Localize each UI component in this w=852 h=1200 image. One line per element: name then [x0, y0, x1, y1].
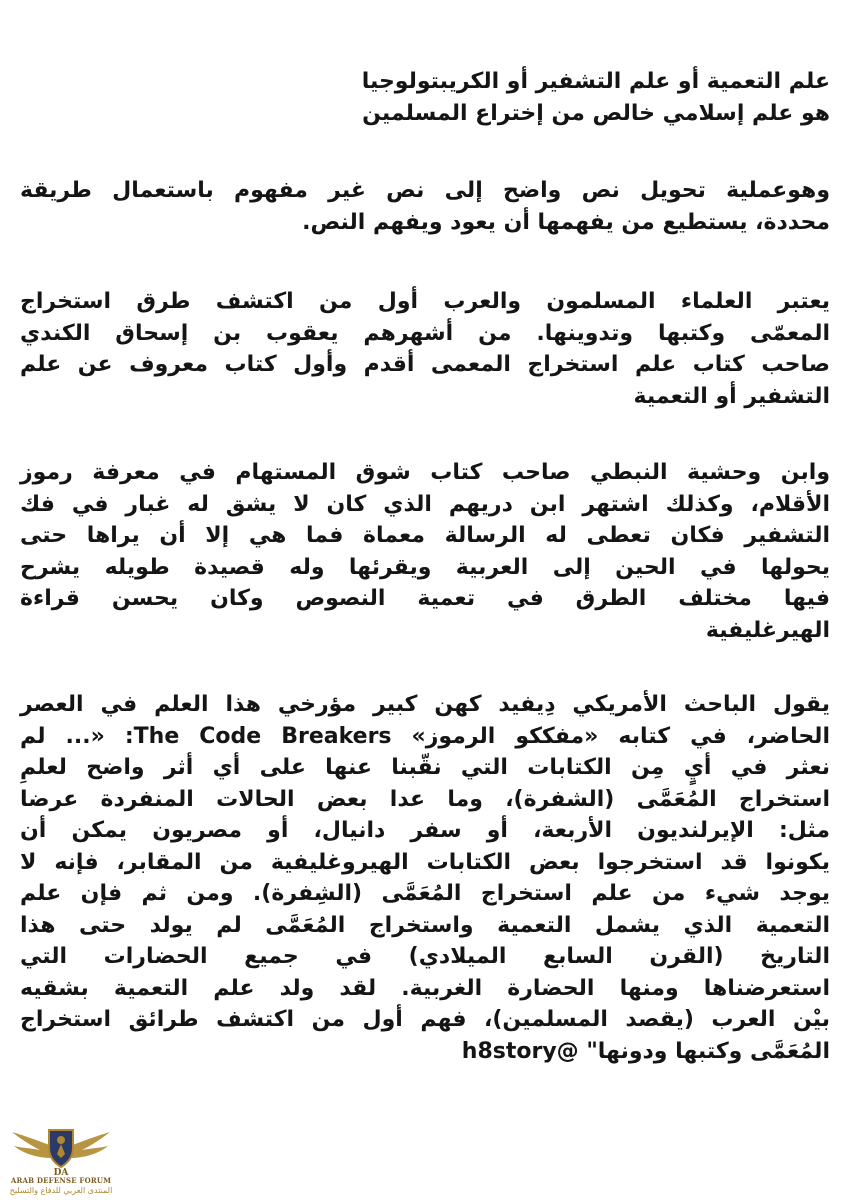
text-line: يحولها في الحين إلى العربية ويقرئها وله قصيدة طويله يشرح [20, 554, 830, 580]
logo-name: ARAB DEFENSE FORUM [10, 1176, 112, 1185]
eagle-shield-icon [2, 1118, 120, 1178]
text-line: الهيرغليفية [705, 617, 830, 643]
text-line: مثل: الإيرلنديون الأربعة، أو سفر دانيال، أو مصريون يمكن أن [20, 818, 830, 843]
text-line: محددة، يستطيع من يفهمها أن يعود ويفهم النص. [302, 209, 830, 235]
paragraph-kahn-quote [20, 689, 830, 1067]
text-line: الحاضر، في كتابه «مفككو الرموز» The Code Breakers: «... لم [20, 723, 830, 749]
text-line: نعثر في أيٍ مِن الكتابات التي نقّبنا عنها على أي أثر واضح لعلمِ [20, 755, 830, 780]
text-line: علم التعمية أو علم التشفير أو الكريبتولوجيا [361, 69, 830, 94]
arab-defense-forum-logo [2, 1118, 120, 1200]
paragraph-pioneers [20, 286, 830, 412]
text-line: استخراج المُعَمَّى (الشفرة)، وما عدا بعض الحالات المنفردة عرضا [20, 786, 830, 812]
text-line: استعرضناها ومنها الحضارة الغربية. لقد ولد علم التعمية بشقيه [20, 975, 830, 1001]
paragraph-intro-title [20, 66, 830, 130]
text-line: بيْن العرب (يقصد المسلمين)، فهم أول من اكتشف طرائق استخراج [20, 1007, 830, 1032]
text-line: التشفير أو التعمية [633, 383, 830, 409]
text-line: المُعَمَّى وكتبها ودونها" @h8story [461, 1038, 830, 1064]
text-line: يعتبر العلماء المسلمون والعرب أول من اكتشف طرق استخراج [20, 289, 830, 314]
text-line: الأقلام، وكذلك اشتهر ابن دريهم الذي كان لا يشق له غبار في فك [20, 491, 830, 517]
text-line: التشفير فكان تعطى له الرسالة معماة فما هي إلا أن يراها حتى [20, 523, 830, 548]
text-line: وابن وحشية النبطي صاحب كتاب شوق المستهام في معرفة رموز [20, 460, 830, 485]
text-line: يقول الباحث الأمريكي دِيفيد كهن كبير مؤرخي هذا العلم في العصر [20, 692, 830, 717]
paragraph-ibn-wahshiyya [20, 457, 830, 646]
text-line: صاحب كتاب علم استخراج المعمى أقدم وأول كتاب معروف عن علم [20, 352, 830, 377]
text-line: فيها مختلف الطرق في تعمية النصوص وكان يحسن قراءة [20, 586, 830, 611]
text-line: المعمّى وكتبها وتدوينها. من أشهرهم يعقوب بن إسحاق الكندي [20, 320, 830, 346]
text-line: يوجد شيء من علم استخراج المُعَمَّى (الشِفرة). ومن ثم فإن علم [20, 881, 830, 906]
article-body [20, 66, 830, 1067]
logo-mark: DA [53, 1168, 69, 1178]
text-line: وهوعملية تحويل نص واضح إلى نص غير مفهوم باستعمال طريقة [20, 178, 830, 203]
text-line: التعمية الذي يشمل التعمية واستخراج المُعَمَّى لم يولد حتى هذا [20, 912, 830, 938]
text-line: يكونوا قد استخرجوا بعض الكتابات الهيروغليفية من المقابر، فإنه لا [20, 849, 830, 875]
paragraph-definition [20, 175, 830, 238]
text-line: التاريخ (القرن السابع الميلادي) في جميع الحضارات التي [20, 944, 830, 969]
logo-subtitle: المنتدى العربي للدفاع والتسليح [9, 1186, 113, 1195]
text-line: هو علم إسلامي خالص من إختراع المسلمين [362, 101, 830, 126]
